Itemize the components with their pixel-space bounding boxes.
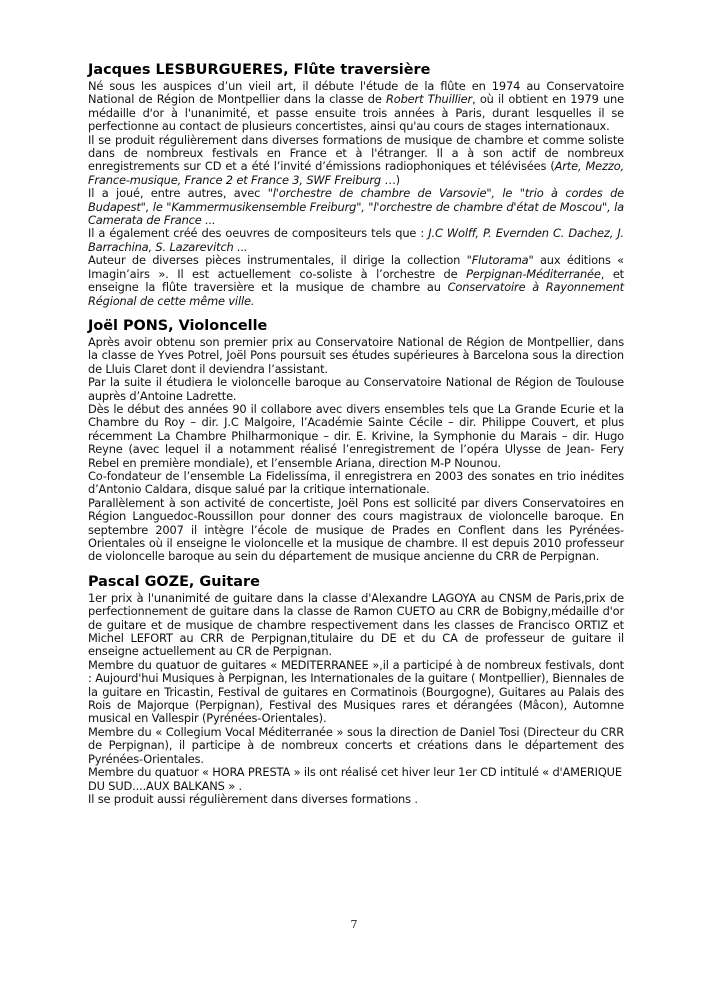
italic-text: Robert Thuillier — [386, 92, 473, 107]
text-run: , où il obtient en 1979 une médaille d'or à l'unanimité, et passe ensuite trois années à Paris, durant lesquelles il se perfectionne au contact de plusieurs concertistes, ainsi qu'au cours de stages internationaux. — [88, 92, 624, 134]
text-run: , et enseigne la flûte traversière et la musique de chambre au — [88, 266, 624, 295]
text-run: Auteur de diverses pièces instrumentales, il dirige la collection — [88, 253, 467, 268]
bio-paragraph — [88, 134, 624, 188]
section-heading: Jacques LESBURGUERES, Flûte traversière — [88, 62, 431, 78]
text-run: Il a également créé des oeuvres de compositeurs tels que : — [88, 226, 429, 241]
page-number: 7 — [350, 918, 358, 931]
bio-section-lesburgueres — [88, 62, 624, 308]
italic-text: Conservatoire à Rayonnement Régional de cette même ville. — [88, 280, 624, 308]
bio-paragraph — [88, 497, 624, 564]
bio-paragraph — [88, 659, 624, 726]
text-run: Il se produit aussi régulièrement dans diverses formations . — [88, 791, 418, 806]
bio-paragraph — [88, 254, 624, 308]
text-run: Il se produit régulièrement dans diverses formations de musique de chambre et comme soliste dans de nombreux festivals en France et à l'étranger. Il a à son actif de nombreux enregistrements sur CD et a été l’invité d’émissions radiophoniques et télévisées ( — [88, 132, 624, 174]
text-run: Membre du quatuor « HORA PRESTA » ils ont réalisé cet hiver leur 1er CD intitulé « d'AMERIQUE DU SUD....AUX BALKANS » . — [88, 765, 622, 793]
bio-paragraph — [88, 470, 624, 497]
italic-text: Arte, Mezzo, France-musique, France 2 et France 3, SWF Freiburg — [88, 159, 624, 187]
text-run: aux éditions « Imagin’airs ». Il est actuellement co-soliste à l’orchestre de — [88, 253, 624, 281]
text-run: Membre du quatuor de guitares « MEDITERRANEE »,il a participé à de nombreux festivals, dont : Aujourd'hui Musiques à Perpignan, les Internationales de la guitare ( Montpellier), Biennales de la guitare en Tricastin, Festival de guitares en Cormatinois (Bourgogne), Guitares au Palais des Rois de Majorque (Perpignan), Festival des Musiques rares et dérangées (Mâcon), Automne musical en Vallespir (Pyrénées-Orientales). — [88, 657, 624, 726]
text-run: Après avoir obtenu son premier prix au Conservatoire National de Région de Montpellier, dans la classe de Yves Potrel, Joël Pons poursuit ses études supérieures à Barcelona sous la direction de Lluis Claret dont il deviendra l’assistant. — [88, 334, 624, 376]
bio-section-pons — [88, 318, 624, 564]
text-run: Membre du « Collegium Vocal Méditerranée » sous la direction de Daniel Tosi (Directeur du CRR de Perpignan), il participe à de nombreux concerts et créations dans le département des Pyrénées-Orientales. — [88, 724, 624, 766]
text-run: Dès le début des années 90 il collabore avec divers ensembles tels que La Grande Ecurie et la Chambre du Roy – dir. J.C Malgoire, l’Académie Sainte Cécile – dir. Philippe Couvert, et plus récemment La Chambre Philharmonique – dir. E. Krivine, la Symphonie du Marais – dir. Hugo Reyne (avec lequel il a notamment réalisé l’enregistrement de l’opéra Ulysse de Jean- Fery Rebel en première mondiale), et l’ensemble Ariana, direction M-P Nounou. — [88, 401, 624, 470]
italic-text: Perpignan-Méditerranée — [466, 266, 601, 281]
bio-section-goze — [88, 574, 624, 807]
italic-text: "l'orchestre de chambre de Varsovie", le "trio à cordes de Budapest", le "Kammermusikensemble Freiburg", "l'orchestre de chambre d'état de Moscou", la Camerata de France ... — [88, 186, 625, 228]
bio-paragraph — [88, 336, 624, 376]
text-run: 1er prix à l'unanimité de guitare dans la classe d'Alexandre LAGOYA au CNSM de Paris,prix de perfectionnement de guitare dans la classe de Ramon CUETO au CRR de Bobigny,médaille d'or de guitare et de musique de chambre respectivement dans les classes de Francisco ORTIZ et Michel LEFORT au CRR de Perpignan,titulaire du DE et du CA de professeur de guitare il enseigne actuellement au CR de Perpignan. — [88, 590, 624, 659]
text-run: Co-fondateur de l’ensemble La Fidelissíma, il enregistrera en 2003 des sonates en trio inédites d’Antonio Caldara, disque salué par la critique internationale. — [88, 468, 624, 497]
bio-paragraph — [88, 227, 624, 254]
text-run: Né sous les auspices d’un vieil art, il débute l'étude de la flûte en 1974 au Conservatoire National de Région de Montpellier dans la classe de — [88, 79, 624, 107]
text-run: Parallèlement à son activité de concertiste, Joël Pons est sollicité par divers Conservatoires en Région Languedoc-Roussillon pour donner des cours magistraux de violoncelle baroque. En septembre 2007 il intègre l’école de musique de Prades en Conflent dans les Pyrénées-Orientales où il enseigne le violoncelle et la musique de chambre. Il est depuis 2010 professeur de violoncelle baroque au sein du département de musique ancienne du CRR de Perpignan. — [88, 495, 624, 564]
text-run: Par la suite il étudiera le violoncelle baroque au Conservatoire National de Région de Toulouse auprès d’Antoine Ladrette. — [88, 375, 624, 403]
section-heading: Joël PONS, Violoncelle — [88, 317, 268, 334]
bio-paragraph — [88, 766, 624, 793]
bio-paragraph — [88, 376, 624, 403]
italic-text: "Flutorama" — [466, 253, 534, 268]
bio-paragraph — [88, 187, 624, 227]
section-heading: Pascal GOZE, Guitare — [88, 573, 260, 590]
text-run: …) — [380, 172, 400, 187]
bio-paragraph — [88, 403, 624, 470]
bio-paragraph — [88, 80, 624, 134]
bio-paragraph — [88, 592, 624, 659]
italic-text: J.C Wolff, P. Evernden C. Dachez, J. Barrachina, S. Lazarevitch ... — [88, 226, 624, 254]
text-run: Il a joué, entre autres, avec — [88, 186, 268, 201]
document-page — [88, 62, 624, 816]
biography-list — [88, 62, 624, 806]
bio-paragraph — [88, 726, 624, 766]
bio-paragraph — [88, 793, 624, 806]
